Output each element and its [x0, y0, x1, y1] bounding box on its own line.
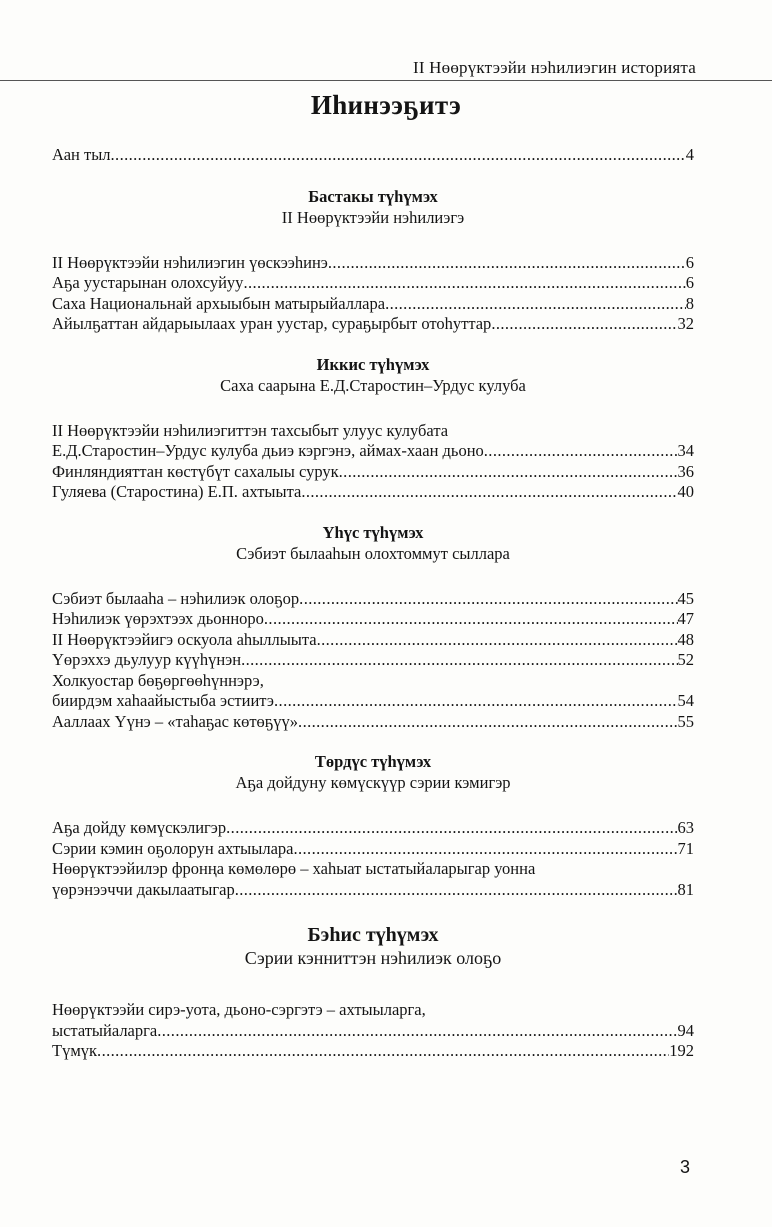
toc-entry-page: 54: [677, 691, 694, 710]
header-rule: [0, 80, 772, 81]
toc-entry: [52, 880, 694, 901]
dot-leader: [157, 1021, 677, 1041]
chapter-heading-block: [52, 924, 694, 974]
toc-entry-page: 63: [677, 818, 694, 837]
toc-entry-page: 94: [677, 1020, 694, 1040]
toc-entry-page: 8: [685, 293, 694, 313]
toc-entry-title: үөрэнээччи дакылаатыгар: [52, 879, 235, 899]
dot-leader: [385, 294, 686, 314]
chapter-subtitle: II Нөөрүктээйи нэһилиэгэ: [281, 207, 465, 227]
dot-leader: [226, 818, 677, 838]
toc-entry: [52, 1021, 694, 1042]
running-head: II Нөөрүктээйи нэһилиэгин историята: [412, 58, 696, 77]
toc-entry: [52, 691, 694, 712]
toc-entry-page: 40: [677, 482, 694, 501]
toc-entry-title: биирдэм хаһаайыстыба эстиитэ: [52, 691, 275, 710]
toc-entry: [52, 609, 694, 630]
dot-leader: [111, 145, 686, 165]
dot-leader: [293, 839, 677, 859]
dot-leader: [484, 441, 678, 461]
chapter-heading-block: [52, 752, 694, 794]
toc-entry: [52, 441, 694, 462]
toc-entry-title: Үөрэххэ дьулуур күүһүнэн: [52, 650, 242, 669]
dot-leader: [301, 482, 677, 502]
toc-entry: [52, 818, 694, 839]
dot-leader: [298, 712, 677, 732]
toc-entry-lead-line: Нөөрүктээйилэр фронңа көмөлөрө – хаһыат ыстатыйаларыгар уонна: [52, 859, 536, 878]
chapter-subtitle: Сэбиэт былааһын олохтоммут сыллара: [236, 543, 510, 563]
toc-entry: [52, 482, 694, 503]
dot-leader: [241, 650, 677, 670]
dot-leader: [235, 880, 678, 900]
chapter-heading-block: [52, 355, 694, 397]
chapter-heading-block: [52, 523, 694, 565]
toc-entry-lead-line: Холкуостар бөҕөргөөһүннэрэ,: [52, 670, 264, 690]
toc-entry-page: 6: [685, 252, 694, 272]
chapter-heading: Үһүс түһүмэх: [322, 522, 424, 542]
toc-entry: [52, 1041, 694, 1062]
toc-entry: [52, 589, 694, 610]
toc-entry-page: 71: [677, 838, 694, 858]
dot-leader: [317, 630, 678, 650]
toc-entry-title: Түмүк: [52, 1041, 98, 1060]
dot-leader: [243, 273, 685, 293]
table-of-contents: [52, 145, 694, 1062]
toc-entry-title: Гуляева (Старостина) Е.П. ахтыыта: [52, 482, 302, 501]
toc-entry: [52, 630, 694, 651]
toc-entry-page: 81: [677, 879, 694, 899]
toc-entry: [52, 462, 694, 483]
toc-entry: [52, 839, 694, 860]
chapter-subtitle: Аҕа дойдуну көмүскүүр сэрии кэмигэр: [235, 773, 511, 792]
toc-entry-lead-line: II Нөөрүктээйи нэһилиэгиттэн тахсыбыт улуус кулубата: [52, 420, 449, 440]
toc-entry-page: 45: [677, 588, 694, 608]
chapter-heading: Бастакы түһүмэх: [308, 186, 438, 206]
toc-entry-page: 34: [677, 441, 694, 460]
toc-entry-page: 48: [677, 629, 694, 649]
toc-entry: [52, 273, 694, 294]
dot-leader: [264, 609, 678, 629]
toc-entry-title: Аҕа дойду көмүскэлигэр: [52, 818, 227, 837]
toc-entry-title: Айылҕаттан айдарыылаах уран уустар, сураҕырбыт отоһуттар: [52, 314, 492, 333]
toc-entry-page: 47: [677, 609, 694, 628]
toc-entry-title: ыстатыйаларга: [52, 1020, 158, 1040]
dot-leader: [97, 1041, 669, 1061]
dot-leader: [299, 589, 677, 609]
dot-leader: [491, 314, 677, 334]
toc-entry-page: 55: [677, 711, 694, 731]
toc-entry-page: 6: [685, 273, 694, 292]
chapter-heading: Төрдүс түһүмэх: [314, 752, 432, 771]
toc-entry-title: Финляндияттан көстүбүт сахалыы сурук: [52, 461, 339, 481]
toc-entry-title: Саха Национальнай архыыбын матырыйаллара: [52, 293, 386, 313]
toc-entry-title: Аан тыл: [52, 145, 111, 164]
dot-leader: [328, 253, 686, 273]
toc-entry: [52, 253, 694, 274]
toc-entry-page: 52: [677, 650, 694, 669]
toc-entry: [52, 294, 694, 315]
toc-entry-title: II Нөөрүктээйигэ оскуола аһыллыыта: [52, 629, 317, 649]
toc-entry: [52, 650, 694, 671]
page-title: Иһинээҕитэ: [310, 90, 462, 120]
toc-entry: [52, 712, 694, 733]
toc-entry-page: 192: [669, 1041, 694, 1060]
toc-entry-page: 4: [685, 145, 694, 164]
toc-entry-lead-line: Нөөрүктээйи сирэ-уота, дьоно-сэргэтэ – ахтыыларга,: [52, 1000, 426, 1019]
dot-leader: [339, 462, 678, 482]
chapter-subtitle: Саха саарына Е.Д.Старостин–Урдус кулуба: [220, 375, 526, 395]
toc-entry: [52, 314, 694, 335]
toc-entry-title: Сэбиэт былааһа – нэһилиэк олоҕор: [52, 588, 300, 608]
toc-entry-title: Е.Д.Старостин–Урдус кулуба дьиэ кэргэнэ, аймах-хаан дьоно: [52, 441, 484, 460]
toc-entry-title: Нэһилиэк үөрэхтээх дьонноро: [52, 609, 264, 628]
toc-entry-title: II Нөөрүктээйи нэһилиэгин үөскээһинэ: [52, 252, 328, 272]
toc-entry-title: Сэрии кэмин оҕолорун ахтыылара: [52, 838, 294, 858]
chapter-heading-block: [52, 187, 694, 229]
page-number: 3: [679, 1157, 690, 1177]
toc-entry-title: Ааллаах Үүнэ – «таһаҕас көтөҕүү»: [52, 711, 299, 731]
toc-entry-page: 36: [677, 461, 694, 481]
toc-entry-title: Аҕа уустарынан олохсуйуу: [52, 273, 244, 292]
toc-entry-page: 32: [677, 314, 694, 333]
chapter-subtitle: Сэрии кэнниттэн нэһилиэк олоҕо: [244, 948, 502, 968]
toc-entry: [52, 145, 694, 166]
chapter-heading: Иккис түһүмэх: [316, 354, 430, 374]
chapter-heading: Бэһис түһүмэх: [307, 924, 439, 946]
dot-leader: [274, 691, 677, 711]
